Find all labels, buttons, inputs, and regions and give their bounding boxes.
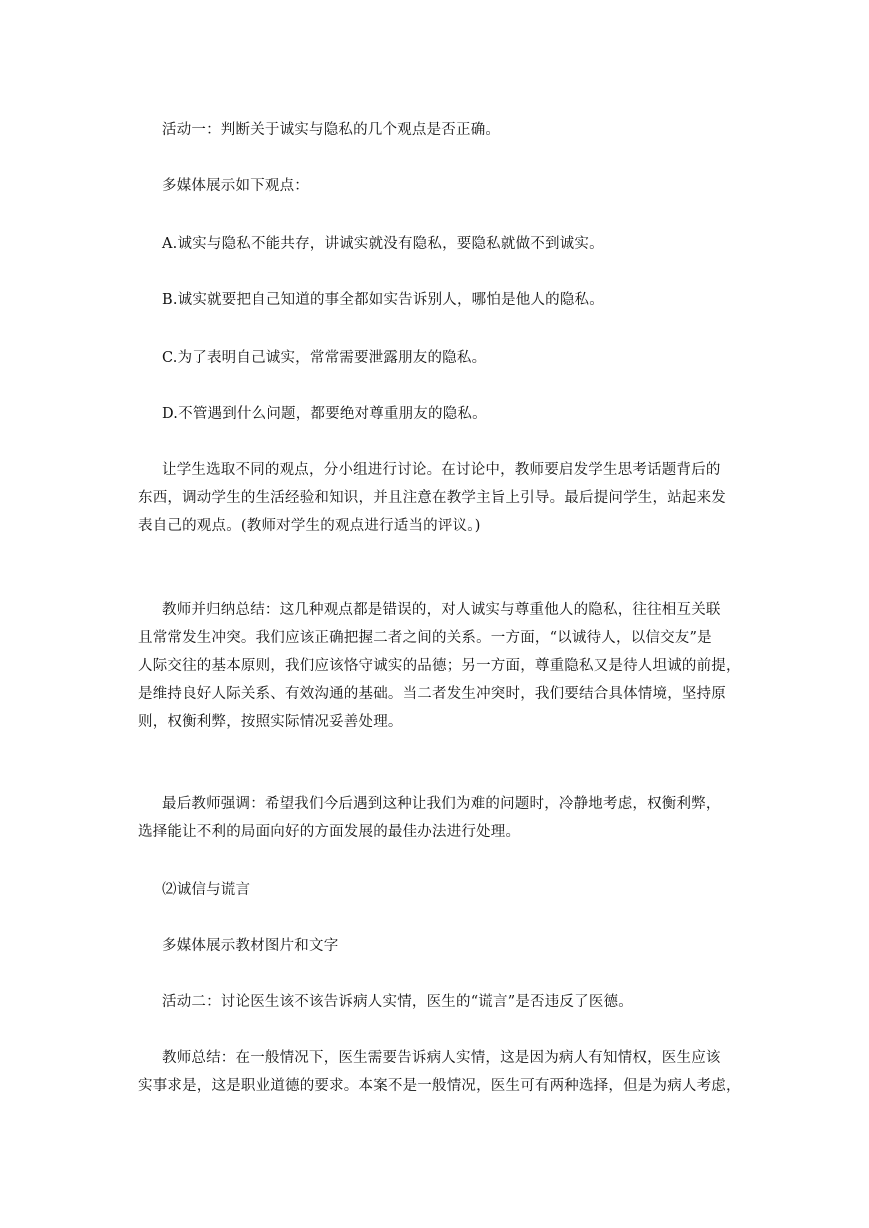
text-line: 东西，调动学生的生活经验和知识，并且注意在教学主旨上引导。最后提问学生，站起来发 [138,490,726,506]
text-line: ⑵诚信与谎言 [162,882,251,898]
paragraph-teacher-conclusion [138,1044,742,1100]
text-line: 人际交往的基本原则，我们应该恪守诚实的品德；另一方面，尊重隐私又是待人坦诚的前提， [138,658,741,674]
text-line: 活动二：讨论医生该不该告诉病人实情，医生的“谎言”是否违反了医德。 [162,994,633,1010]
paragraph-multimedia-display [162,172,742,200]
text-line: A.诚实与隐私不能共存，讲诚实就没有隐私，要隐私就做不到诚实。 [162,236,604,252]
paragraph-group-discussion [138,456,742,540]
text-line: 教师并归纳总结：这几种观点都是错误的，对人诚实与尊重他人的隐私，往往相互关联 [162,602,721,618]
text-line: 且常常发生冲突。我们应该正确把握二者之间的关系。一方面，“以诚待人，以信交友”是 [138,630,712,646]
text-line: 让学生选取不同的观点，分小组进行讨论。在讨论中，教师要启发学生思考话题背后的 [162,462,721,478]
text-line: 表自己的观点。(教师对学生的观点进行适当的评议。) [138,518,481,534]
text-line: 则，权衡利弊，按照实际情况妥善处理。 [138,714,403,730]
paragraph-activity-one [162,116,742,144]
text-line: 教师总结：在一般情况下，医生需要告诉病人实情，这是因为病人有知情权，医生应该 [162,1050,721,1066]
text-line: 最后教师强调：希望我们今后遇到这种让我们为难的问题时，冷静地考虑，权衡利弊， [162,796,721,812]
text-line: 多媒体展示教材图片和文字 [162,938,339,954]
text-line: 是维持良好人际关系、有效沟通的基础。当二者发生冲突时，我们要结合具体情境，坚持原 [138,686,726,702]
text-line: D.不管遇到什么问题，都要绝对尊重朋友的隐私。 [162,406,487,422]
option-c [162,344,742,372]
text-line: 选择能让不利的局面向好的方面发展的最佳办法进行处理。 [138,824,521,840]
paragraph-activity-two [162,988,742,1016]
paragraph-teacher-summary [138,596,742,736]
section-heading-integrity-and-lies [162,876,742,904]
text-line: B.诚实就要把自己知道的事全都如实告诉别人，哪怕是他人的隐私。 [162,292,604,308]
text-line: 活动一：判断关于诚实与隐私的几个观点是否正确。 [162,122,501,138]
text-line: C.为了表明自己诚实，常常需要泄露朋友的隐私。 [162,350,487,366]
paragraph-multimedia-textbook [162,932,742,960]
text-line: 多媒体展示如下观点： [162,178,309,194]
paragraph-teacher-emphasis [138,790,742,846]
option-b [162,286,742,314]
option-d [162,400,742,428]
text-line: 实事求是，这是职业道德的要求。本案不是一般情况，医生可有两种选择，但是为病人考虑， [138,1078,741,1094]
option-a [162,230,742,258]
